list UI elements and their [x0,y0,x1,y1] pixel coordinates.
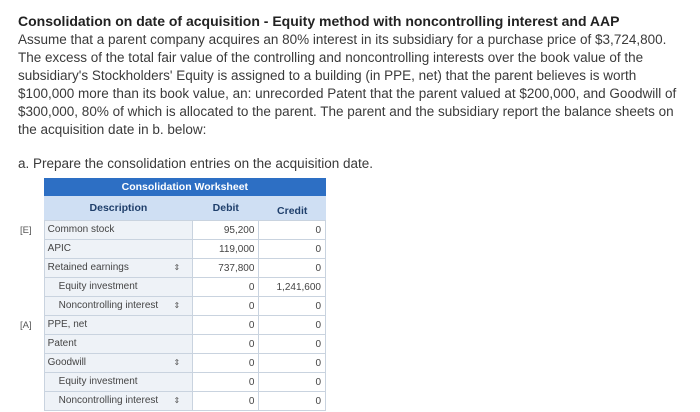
credit-input[interactable]: 1,241,600 [259,278,326,297]
entry-tag [20,373,44,392]
account-label: Noncontrolling interest [58,395,159,406]
account-label: Patent [47,338,77,349]
debit-input[interactable]: 737,800 [193,259,259,278]
worksheet-title: Consolidation Worksheet [44,178,325,196]
worksheet-row [20,259,326,278]
account-description[interactable] [44,221,192,240]
problem-title: Consolidation on date of acquisition - Equity method with noncontrolling interest and AAP [18,13,620,29]
account-label: Noncontrolling interest [58,300,159,311]
account-label: APIC [47,243,71,254]
entry-tag [20,297,44,316]
problem-description: Assume that a parent company acquires an 80% interest in its subsidiary for a purchase price of $3,724,800. The excess of the total fair value of the controlling and noncontrolling interests over the book value of the subsidiary's Stockholders' Equity is assigned to a building (in PPE, net) that the parent believes is worth $100,000 more than its book value, an: unrecorded Patent that the parent valued at $200,000, and Goodwill of $300,000, 80% of which is allocated to the parent. The parent and the subsidiary report the balance sheets on the acquisition date in b. below: [18,32,677,137]
credit-input[interactable]: 0 [259,354,326,373]
credit-input[interactable]: 0 [259,392,326,411]
account-description[interactable] [44,259,192,278]
account-description[interactable] [44,392,192,411]
debit-input[interactable]: 0 [193,373,259,392]
worksheet-row [20,316,326,335]
entry-tag [20,354,44,373]
entry-tag [20,392,44,411]
account-label: PPE, net [47,319,88,330]
worksheet-row [20,240,326,259]
worksheet-row [20,221,326,240]
worksheet-row [20,373,326,392]
account-description[interactable] [44,316,192,335]
account-description[interactable] [44,354,192,373]
debit-input[interactable]: 0 [193,335,259,354]
account-label: Equity investment [58,281,138,292]
account-label: Equity investment [58,376,138,387]
dropdown-arrow-icon[interactable]: ⇕ [173,301,181,310]
part-a-instruction: a. Prepare the consolidation entries on the acquisition date. [18,156,373,171]
account-description[interactable] [44,240,192,259]
debit-input[interactable]: 95,200 [193,221,259,240]
debit-input[interactable]: 0 [193,354,259,373]
worksheet-row [20,278,326,297]
account-description[interactable] [44,278,192,297]
credit-input[interactable]: 0 [259,259,326,278]
dropdown-arrow-icon[interactable]: ⇕ [173,396,181,405]
debit-input[interactable]: 0 [193,297,259,316]
account-label: Retained earnings [47,262,129,273]
dropdown-arrow-icon[interactable]: ⇕ [173,263,181,272]
credit-input[interactable]: 0 [259,316,326,335]
entry-tag [20,240,44,259]
debit-input[interactable]: 119,000 [193,240,259,259]
worksheet-row [20,297,326,316]
debit-input[interactable]: 0 [193,278,259,297]
entry-tag: [A] [20,319,32,331]
account-description[interactable] [44,335,192,354]
credit-input[interactable]: 0 [259,221,326,240]
credit-input[interactable]: 0 [259,297,326,316]
worksheet-row [20,392,326,411]
dropdown-arrow-icon[interactable]: ⇕ [173,358,181,367]
consolidation-worksheet [20,178,326,411]
credit-input[interactable]: 0 [259,240,326,259]
account-description[interactable] [44,297,192,316]
account-label: Goodwill [47,357,87,368]
account-description[interactable] [44,373,192,392]
worksheet-row [20,335,326,354]
description-header: Description [44,196,192,221]
entry-tag [20,278,44,297]
entry-tag: [E] [20,224,32,236]
debit-header: Debit [193,196,259,221]
worksheet-row [20,354,326,373]
credit-header: Credit [259,196,326,221]
credit-input[interactable]: 0 [259,373,326,392]
account-label: Common stock [47,224,115,235]
debit-input[interactable]: 0 [193,316,259,335]
entry-tag [20,335,44,354]
credit-input[interactable]: 0 [259,335,326,354]
entry-tag [20,259,44,278]
debit-input[interactable]: 0 [193,392,259,411]
